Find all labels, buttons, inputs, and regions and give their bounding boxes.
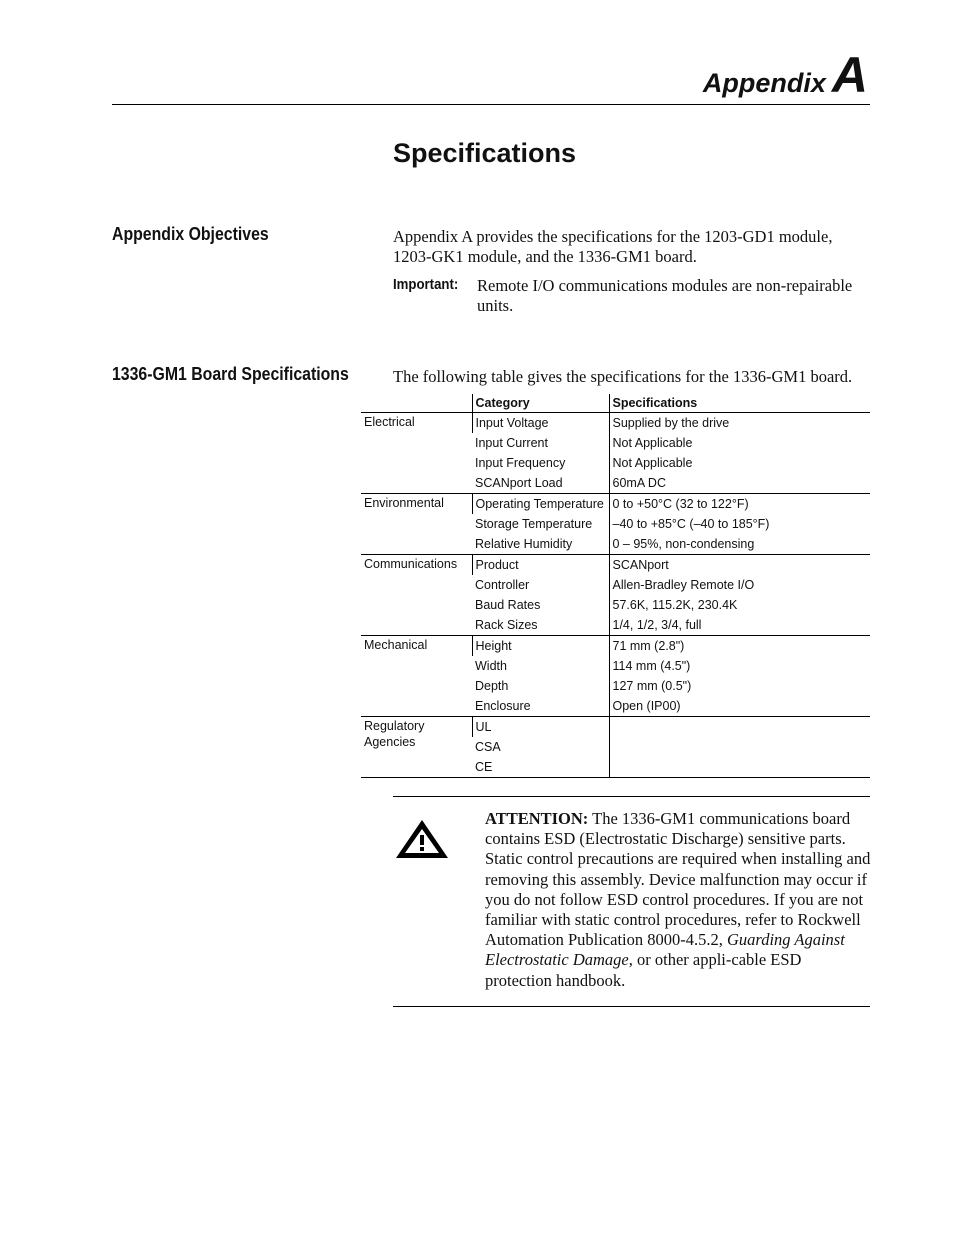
attention-text: The 1336-GM1 communications board contains ESD (Electrostatic Discharge) sensitive parts. Static control precautions are required when installing and removing this assembly. Device malfunction may occur if you do not follow ESD control procedures. If you are not familiar with static control procedures, refer to Rockwell Automation Publication 8000-4.5.2, [485, 809, 871, 950]
table-cell-specification: Allen-Bradley Remote I/O [609, 575, 870, 595]
objectives-line-2: 1203-GK1 module, and the 1336-GM1 board. [393, 247, 697, 266]
attention-notice [485, 809, 871, 991]
attention-bottom-rule [393, 1006, 870, 1007]
board-specs-intro: The following table gives the specifications for the 1336-GM1 board. [393, 367, 853, 386]
appendix-word: Appendix [702, 68, 826, 98]
table-header-category: Category [472, 394, 609, 413]
page-title: Specifications [393, 138, 577, 168]
table-row [361, 717, 870, 738]
table-cell-specification: 114 mm (4.5") [609, 656, 870, 676]
table-cell-specification: Not Applicable [609, 433, 870, 453]
table-group [361, 494, 870, 555]
table-cell-specification: 60mA DC [609, 473, 870, 494]
appendix-letter: A [831, 47, 868, 103]
table-cell-category: UL [472, 717, 609, 738]
important-line-2: units. [477, 296, 514, 315]
table-cell-specification: –40 to +85°C (–40 to 185°F) [609, 514, 870, 534]
table-cell-category: Depth [475, 679, 509, 693]
table-cell-group: Electrical [364, 415, 415, 429]
table-header-group [361, 394, 472, 413]
table-group [361, 413, 870, 494]
table-cell-category: Controller [475, 578, 530, 592]
table-cell-specification: Open (IP00) [609, 696, 870, 717]
table-cell-specification: 0 – 95%, non-condensing [609, 534, 870, 555]
table-row [361, 636, 870, 657]
table-cell-category: Input Current [475, 436, 548, 450]
table-cell-group: Regulatory Agencies [364, 719, 425, 749]
objectives-line-1: Appendix A provides the specifications for the 1203-GD1 module, [393, 227, 833, 246]
table-group [361, 555, 870, 636]
table-cell-group: Environmental [364, 496, 444, 510]
important-label: Important: [393, 276, 459, 293]
table-row [361, 494, 870, 515]
table-cell-category: Width [475, 659, 507, 673]
attention-label: ATTENTION: [485, 809, 589, 828]
table-cell-category: SCANport Load [475, 476, 563, 490]
table-cell-specification: 71 mm (2.8") [609, 636, 870, 657]
table-cell-specification [609, 717, 870, 778]
table-cell-specification: SCANport [609, 555, 870, 576]
attention-top-rule [393, 796, 870, 797]
table-cell-category: CSA [475, 740, 501, 754]
objectives-heading: Appendix Objectives [112, 224, 269, 244]
table-cell-specification: 127 mm (0.5") [609, 676, 870, 696]
table-cell-specification: Not Applicable [609, 453, 870, 473]
table-cell-category: Rack Sizes [475, 618, 538, 632]
specifications-table [361, 394, 870, 778]
table-cell-category: Enclosure [475, 699, 531, 713]
table-group [361, 717, 870, 778]
table-cell-category: Input Frequency [475, 456, 566, 470]
board-specs-heading: 1336-GM1 Board Specifications [112, 364, 349, 384]
table-cell-category: Operating Temperature [472, 494, 609, 515]
table-cell-group: Mechanical [364, 638, 428, 652]
table-cell-category: Relative Humidity [475, 537, 573, 551]
table-cell-specification: 1/4, 1/2, 3/4, full [609, 615, 870, 636]
table-cell-category: Height [472, 636, 609, 657]
attention-text-end: , or other appli-cable ESD protection handbook. [485, 950, 802, 990]
attention-publication-title: Guarding Against Electrostatic Damage [485, 930, 845, 970]
table-cell-category: Input Voltage [472, 413, 609, 434]
table-cell-specification: 57.6K, 115.2K, 230.4K [609, 595, 870, 615]
table-cell-group: Communications [364, 557, 458, 571]
header-rule [112, 104, 870, 105]
appendix-header [703, 46, 868, 104]
table-cell-specification: 0 to +50°C (32 to 122°F) [609, 494, 870, 515]
objectives-paragraph [393, 227, 832, 267]
table-header-row [361, 394, 870, 413]
table-cell-category: CE [475, 760, 493, 774]
table-cell-category: Baud Rates [475, 598, 541, 612]
important-note [477, 276, 852, 316]
table-row [361, 413, 870, 434]
important-line-1: Remote I/O communications modules are non-repairable [477, 276, 853, 295]
warning-triangle-icon [394, 818, 450, 860]
table-group [361, 636, 870, 717]
table-cell-specification: Supplied by the drive [609, 413, 870, 434]
table-header-specifications: Specifications [609, 394, 870, 413]
table-cell-category: Storage Temperature [475, 517, 593, 531]
table-row [361, 555, 870, 576]
table-cell-category: Product [472, 555, 609, 576]
